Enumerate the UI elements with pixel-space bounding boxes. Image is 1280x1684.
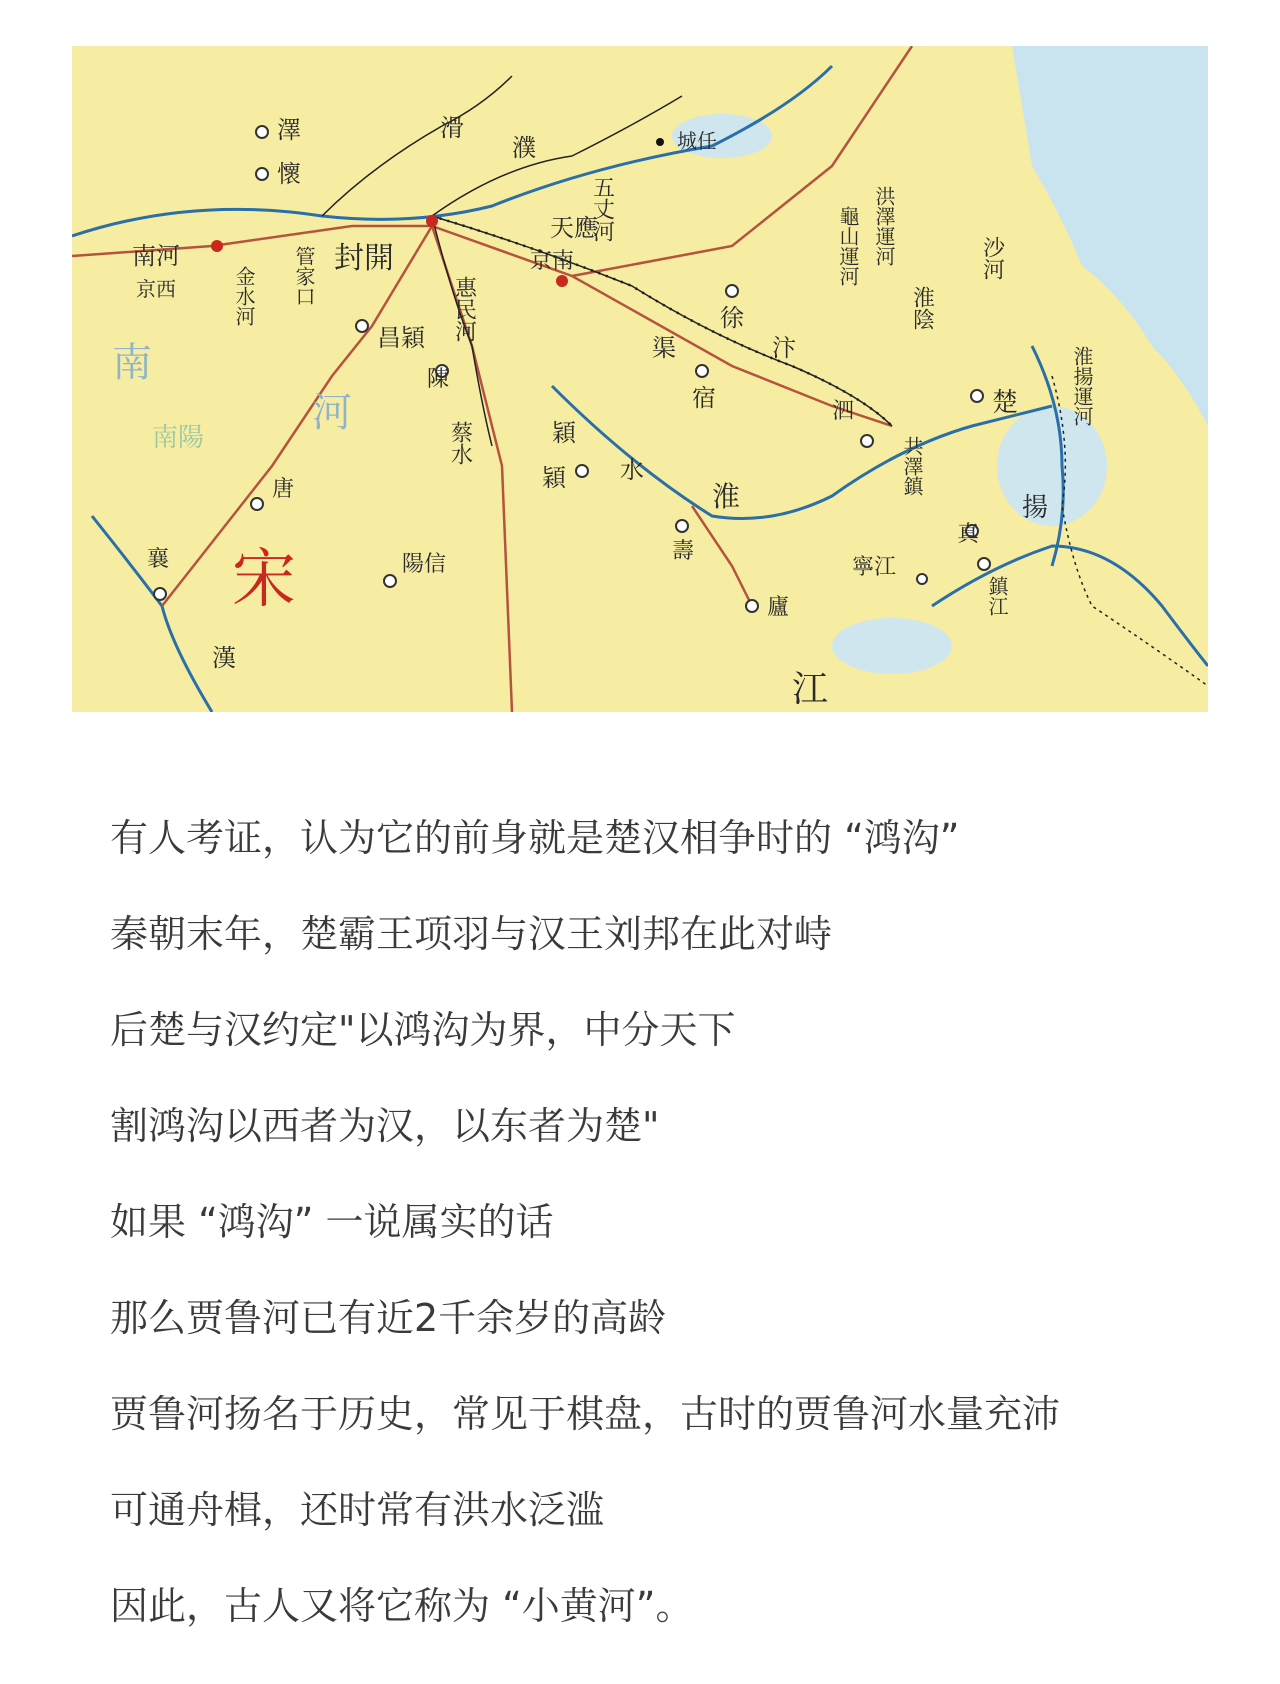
map-region-nan: 南: [112, 340, 152, 386]
map-region-he: 河: [312, 390, 352, 436]
map-label-zhen: 真: [957, 522, 980, 547]
city-xiang: [154, 588, 166, 600]
map-label-guanjiakou: 管家口: [292, 246, 316, 306]
city-kaifeng: [426, 215, 438, 227]
map-label-lu: 廬: [767, 595, 790, 620]
city-sizhou: [861, 435, 873, 447]
road-east: [572, 46, 912, 276]
city-ningjiang: [917, 574, 927, 584]
city-tang: [251, 498, 263, 510]
article-line-2: 秦朝末年，楚霸王项羽与汉王刘邦在此对峙: [110, 912, 833, 956]
article-line-3: 后楚与汉约定"以鸿沟为界，中分天下: [110, 1008, 736, 1052]
article-line-4: 割鸿沟以西者为汉，以东者为楚": [110, 1104, 660, 1148]
article-line-7: 贾鲁河扬名于历史，常见于棋盘，古时的贾鲁河水量充沛: [110, 1392, 1061, 1436]
city-chengren: [656, 138, 664, 146]
map-label-huaiyang: 淮揚運河: [1070, 346, 1094, 426]
map-label-shou: 壽: [672, 539, 695, 564]
map-label-ze: 澤: [277, 116, 301, 144]
article-line-9: 因此，古人又将它称为 “小黄河”。: [110, 1584, 694, 1628]
map-label-guishan: 龜山運河: [836, 206, 860, 286]
map-label-jingnan: 京南: [530, 249, 575, 274]
wuzhang-canal: [432, 96, 682, 216]
map-label-su: 宿: [692, 384, 716, 412]
map-label-nanhe: 南河: [132, 242, 180, 270]
map-label-wuzhanghe: 五丈河: [589, 176, 615, 242]
map-label-shahe: 沙河: [979, 236, 1005, 280]
map-label-hua: 滑: [440, 114, 464, 142]
map-label-gongchen: 共澤鎮: [900, 436, 924, 496]
bian-canal: [432, 216, 892, 426]
map-label-kaifeng: 封開: [334, 241, 394, 276]
yangtze-river: [932, 546, 1208, 666]
map-label-si: 泗: [832, 399, 855, 424]
city-ze: [256, 126, 268, 138]
city-xu: [726, 285, 738, 297]
city-shou: [676, 520, 688, 532]
city-su: [696, 365, 708, 377]
map-label-jiang: 江: [792, 669, 829, 710]
map-label-tang: 唐: [272, 477, 295, 502]
map-label-huaiyin: 淮陰: [909, 286, 935, 330]
han-river: [92, 516, 212, 712]
map-label-jingxi: 京西: [136, 277, 176, 301]
map-label-xu: 徐: [720, 304, 744, 332]
city-changying: [356, 320, 368, 332]
bian-canal-line: [432, 216, 892, 426]
article-line-5: 如果 “鸿沟” 一说属实的话: [110, 1200, 554, 1244]
map-region-nanyang: 南陽: [152, 423, 205, 453]
map-label-yangxin: 陽信: [402, 552, 447, 577]
city-zhenjiang: [978, 558, 990, 570]
article-line-8: 可通舟楫，还时常有洪水泛滥: [110, 1488, 605, 1532]
map-label-changying: 昌穎: [377, 324, 425, 352]
city-nanhe: [211, 240, 223, 252]
map-illustration: [72, 46, 1208, 712]
map-label-shui: 水: [620, 456, 644, 484]
map-label-ningjiang: 寧江: [852, 555, 897, 580]
map-label-ying: 穎: [552, 419, 576, 447]
article-line-6: 那么贾鲁河已有近2千余岁的高龄: [110, 1296, 667, 1340]
map-label-xiang: 襄: [147, 547, 170, 572]
road-southeast: [432, 226, 892, 426]
map-label-han: 漢: [212, 644, 236, 672]
historical-canal-map: [72, 46, 1208, 712]
map-label-pu: 濮: [512, 134, 536, 162]
north-canal: [322, 76, 512, 216]
map-label-hongze: 洪澤運河: [872, 186, 896, 266]
map-label-caishui: 蔡水: [447, 421, 473, 465]
map-label-huai-city: 懷: [277, 160, 301, 188]
huai-river: [552, 386, 1052, 519]
map-label-zhenjiang: 鎮江: [985, 576, 1009, 616]
map-label-song: 宋: [232, 543, 296, 617]
map-label-chengren: 城任: [677, 129, 717, 153]
city-lu: [746, 600, 758, 612]
city-ying: [576, 465, 588, 477]
city-huai: [256, 168, 268, 180]
map-label-qu: 渠: [652, 334, 676, 362]
map-label-bian: 汴: [772, 334, 796, 362]
map-label-chen: 陳: [427, 367, 450, 392]
map-label-jinshuihe: 金水河: [232, 266, 256, 326]
map-label-yang: 揚: [1022, 493, 1049, 523]
city-jingnan: [556, 275, 568, 287]
map-label-huai-river: 淮: [712, 480, 741, 513]
map-label-chu: 楚: [992, 388, 1019, 418]
map-label-yingzhou: 穎: [542, 464, 566, 492]
article-body: [110, 790, 1210, 1654]
city-huaiyin: [971, 390, 983, 402]
map-label-tianying: 天應: [550, 214, 598, 242]
city-yangxin: [384, 575, 396, 587]
article-line-1: 有人考证，认为它的前身就是楚汉相争时的 “鸿沟”: [110, 816, 960, 860]
map-label-huiminhe: 惠民河: [451, 276, 477, 342]
chao-lake: [832, 618, 952, 674]
road-shou: [692, 506, 752, 606]
